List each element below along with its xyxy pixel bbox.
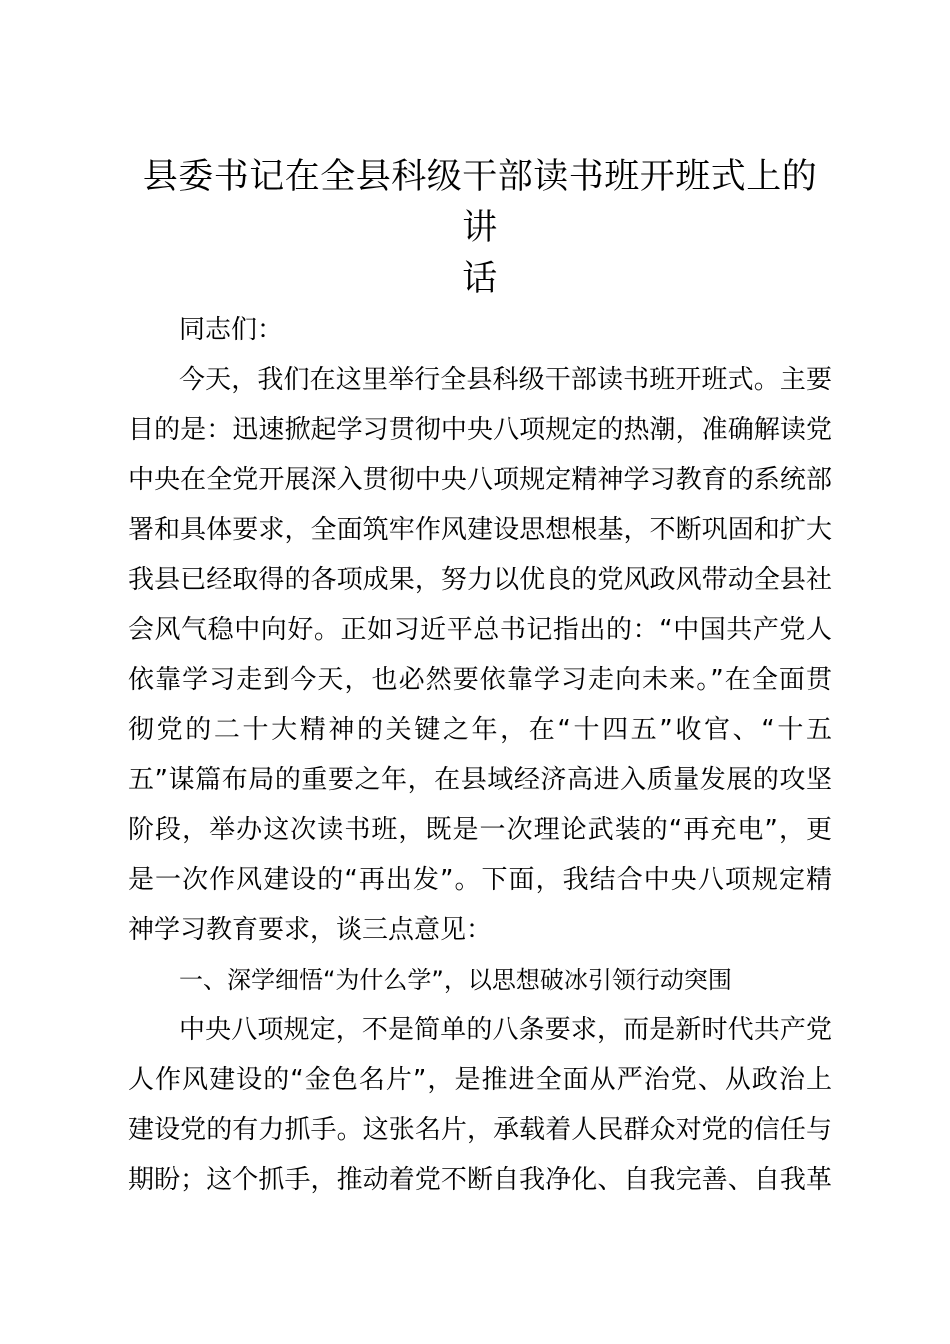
paragraph-line: 中央八项规定，不是简单的八条要求，而是新时代共产党	[179, 1015, 832, 1045]
paragraph-line: 目的是：迅速掀起学习贯彻中央八项规定的热潮，准确解读党	[128, 415, 832, 445]
paragraph-line: 神学习教育要求，谈三点意见：	[128, 915, 493, 945]
paragraph-line: 阶段，举办这次读书班，既是一次理论武装的“再充电”，更	[128, 815, 832, 845]
document-body	[128, 152, 832, 1205]
paragraph-line: 我县已经取得的各项成果，努力以优良的党风政风带动全县社	[128, 565, 832, 595]
document-title	[128, 152, 832, 305]
title-line: 县委书记在全县科级干部读书班开班式上的讲	[142, 157, 818, 248]
greeting: 同志们：	[179, 315, 284, 345]
paragraph-line: 署和具体要求，全面筑牢作风建设思想根基，不断巩固和扩大	[128, 515, 832, 545]
paragraph-line: 依靠学习走到今天，也必然要依靠学习走向未来。”在全面贯	[128, 665, 832, 695]
paragraph-line: 人作风建设的“金色名片”，是推进全面从严治党、从政治上	[128, 1065, 832, 1095]
paragraph-line: 彻党的二十大精神的关键之年，在“十四五”收官、“十五	[128, 715, 832, 745]
paragraph-line: 五”谋篇布局的重要之年，在县域经济高进入质量发展的攻坚	[128, 765, 832, 795]
paragraph-1	[128, 355, 832, 955]
paragraph-2	[128, 1005, 832, 1205]
paragraph-line: 会风气稳中向好。正如习近平总书记指出的：“中国共产党人	[128, 615, 832, 645]
section-heading: 一、深学细悟“为什么学”，以思想破冰引领行动突围	[179, 966, 732, 994]
paragraph-line: 今天，我们在这里举行全县科级干部读书班开班式。主要	[179, 365, 832, 395]
title-line: 话	[462, 259, 498, 299]
paragraph-line: 期盼；这个抓手，推动着党不断自我净化、自我完善、自我革	[128, 1165, 832, 1195]
paragraph-line: 建设党的有力抓手。这张名片，承载着人民群众对党的信任与	[128, 1115, 832, 1145]
paragraph-line: 是一次作风建设的“再出发”。下面，我结合中央八项规定精	[128, 865, 832, 895]
paragraph-line: 中央在全党开展深入贯彻中央八项规定精神学习教育的系统部	[128, 465, 832, 495]
